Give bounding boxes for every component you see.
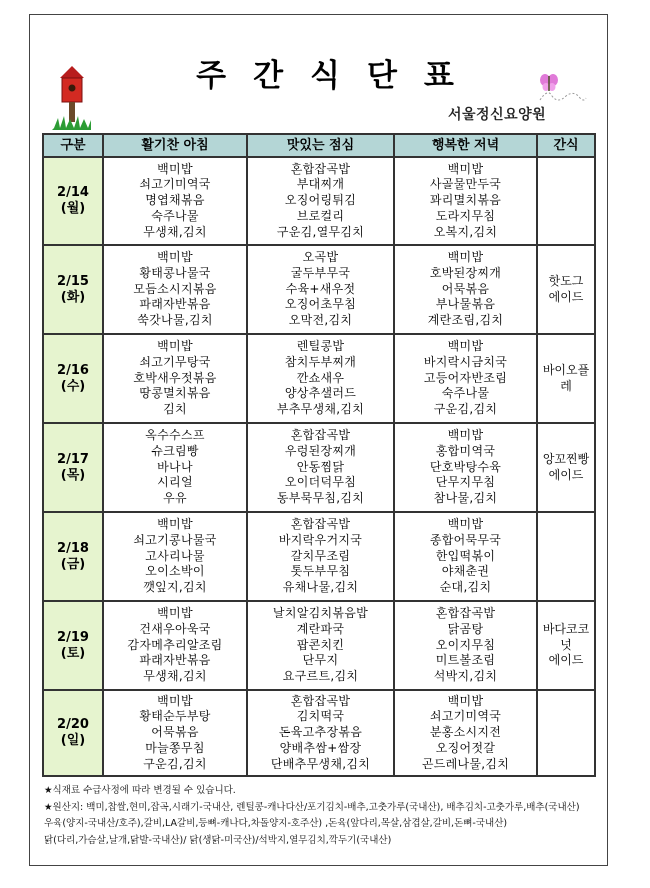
day-cell	[43, 690, 103, 776]
snack-cell	[537, 157, 595, 245]
menu-item: 숙주나물	[151, 208, 199, 223]
menu-item: 유채나물,김치	[282, 580, 359, 595]
dinner-cell	[394, 601, 537, 690]
lunch-cell	[247, 512, 394, 601]
menu-item: 파래자반볶음	[139, 653, 211, 668]
day-weekday: (월)	[60, 201, 86, 216]
table-row	[43, 423, 595, 512]
menu-item: 백미밥	[447, 428, 484, 442]
menu-item: 종합어묵무국	[429, 532, 502, 547]
menu-item: 백미밥	[157, 693, 193, 708]
table-row	[43, 157, 595, 245]
menu-item: 백미밥	[447, 339, 484, 353]
table-row	[43, 512, 595, 601]
menu-item: 시리얼	[157, 475, 193, 490]
day-weekday: (금)	[60, 556, 86, 572]
dinner-cell	[394, 690, 537, 776]
menu-item: 우렁된장찌개	[284, 443, 357, 458]
menu-item: 쑥갓나물,김치	[137, 313, 213, 328]
menu-item: 백미밥	[447, 517, 484, 531]
menu-item: 오곡밥	[302, 250, 339, 264]
menu-item: 단호박탕수육	[429, 459, 502, 474]
lunch-cell	[247, 157, 394, 245]
menu-item: 김치	[163, 402, 187, 417]
menu-item: 백미밥	[157, 339, 193, 353]
menu-item: 갈치무조림	[290, 548, 351, 563]
dinner-cell	[394, 423, 537, 512]
menu-item: 계란조림,김치	[427, 313, 504, 328]
menu-item: 혼합잡곡밥	[290, 161, 351, 176]
day-date: 2/16	[57, 362, 89, 378]
menu-item: 사골물만두국	[429, 177, 502, 192]
day-date: 2/20	[57, 717, 89, 733]
menu-item: 부대찌개	[296, 177, 345, 192]
snack-cell	[537, 512, 595, 601]
menu-item: 한입떡볶이	[435, 548, 496, 563]
day-cell	[43, 157, 103, 245]
menu-item: 홍합미역국	[435, 443, 496, 458]
menu-item: 꽈리멸치볶음	[429, 193, 502, 208]
day-cell	[43, 245, 103, 334]
menu-item: 어묵볶음	[151, 725, 199, 740]
table-row	[43, 690, 595, 776]
menu-item: 참치두부찌개	[284, 354, 357, 369]
note-line: ★식재료 수급사정에 따라 변경될 수 있습니다.	[44, 785, 236, 796]
menu-item: 순대,김치	[439, 580, 492, 595]
lunch-cell	[247, 690, 394, 776]
day-cell	[43, 601, 103, 690]
menu-item: 돈육고추장볶음	[278, 725, 363, 740]
column-header-dinner: 행복한 저녁	[394, 134, 537, 157]
menu-item: 굴두부무국	[290, 265, 351, 280]
menu-item: 부나물볶음	[435, 297, 496, 312]
table-row	[43, 601, 595, 690]
menu-item: 모듬소시지볶음	[133, 281, 217, 296]
day-date: 2/18	[57, 540, 89, 556]
lunch-cell	[247, 601, 394, 690]
menu-item: 백미밥	[157, 606, 193, 620]
menu-item: 어묵볶음	[441, 281, 490, 296]
menu-item: 고등어자반조림	[423, 370, 508, 385]
menu-item: 마늘쫑무침	[145, 740, 205, 755]
menu-item: 무생채,김치	[143, 224, 207, 239]
day-cell	[43, 423, 103, 512]
menu-item: 혼합잡곡밥	[290, 517, 351, 531]
breakfast-cell	[103, 512, 247, 601]
menu-item: 팝콘치킨	[296, 637, 345, 652]
dinner-cell	[394, 334, 537, 423]
menu-item: 백미밥	[157, 250, 193, 264]
note-line: ★원산지: 백미,찹쌀,현미,잡곡,시래기-국내산, 렌틸콩-캐나다산/포기김치-배추,고춧가루(국내산), 배추김치-고춧가루,배추(국내산)	[44, 801, 580, 813]
menu-item: 우유	[163, 491, 187, 506]
snack-cell	[537, 690, 595, 776]
menu-item: 날치알김치볶음밥	[272, 606, 369, 620]
menu-item: 명엽채볶음	[145, 193, 205, 208]
snack-cell: 바다코코넛 에이드	[537, 601, 595, 690]
menu-item: 백미밥	[157, 517, 193, 531]
dinner-cell	[394, 512, 537, 601]
weekly-menu-table	[42, 133, 596, 777]
menu-item: 황태순두부탕	[139, 709, 211, 724]
snack-cell: 핫도그 에이드	[537, 245, 595, 334]
day-weekday: (토)	[60, 645, 86, 661]
menu-item: 톳두부무침	[290, 564, 351, 579]
notes-section	[44, 783, 604, 849]
menu-item: 쇠고기미역국	[429, 709, 502, 724]
menu-item: 땅콩멸치볶음	[139, 386, 211, 401]
menu-item: 오막전,김치	[288, 313, 353, 328]
menu-item: 곤드레나물,김치	[421, 756, 510, 771]
breakfast-cell	[103, 245, 247, 334]
menu-item: 양상추샐러드	[284, 386, 357, 401]
menu-item: 오징어링튀김	[284, 193, 357, 208]
menu-item: 백미밥	[447, 161, 484, 176]
menu-item: 황태콩나물국	[139, 265, 211, 280]
page-title: 주간식단표	[196, 58, 481, 94]
menu-item: 오복지,김치	[433, 224, 498, 239]
menu-item: 오이더덕무침	[284, 475, 357, 490]
day-cell	[43, 334, 103, 423]
menu-item: 오징어젓갈	[435, 740, 496, 755]
snack-cell: 바이오플레	[537, 334, 595, 423]
note-line: 우육(양지-국내산/호주),갈비,LA갈비,등뼈-캐나다,차돌양지-호주산) ,돈육(앞다리,목살,삼겹살,갈비,돈뼈-국내산)	[44, 818, 508, 829]
menu-item: 구운김,열무김치	[276, 224, 365, 239]
menu-item: 호박새우젓볶음	[133, 370, 217, 385]
column-header-lunch: 맛있는 점심	[247, 134, 394, 157]
day-cell	[43, 512, 103, 601]
lunch-cell	[247, 423, 394, 512]
day-weekday: (수)	[60, 378, 86, 394]
day-date: 2/14	[57, 185, 89, 201]
lunch-cell	[247, 334, 394, 423]
menu-item: 백미밥	[447, 693, 484, 708]
menu-item: 브로컬리	[296, 208, 345, 223]
menu-item: 단무지무침	[435, 475, 496, 490]
menu-item: 고사리나물	[145, 548, 205, 563]
menu-item: 백미밥	[447, 250, 484, 264]
menu-item: 쇠고기미역국	[139, 177, 211, 192]
menu-item: 파래자반볶음	[139, 297, 211, 312]
menu-item: 김치떡국	[296, 709, 345, 724]
column-header-snack: 간식	[537, 134, 595, 157]
menu-item: 쇠고기콩나물국	[133, 532, 217, 547]
menu-item: 야채춘권	[441, 564, 490, 579]
menu-item: 바지락우거지국	[278, 532, 363, 547]
menu-item: 쇠고기무탕국	[139, 354, 211, 369]
menu-item: 양배추쌈+쌈장	[279, 740, 362, 755]
menu-item: 계란파국	[296, 621, 345, 636]
snack-cell: 앙꼬찐빵 에이드	[537, 423, 595, 512]
menu-item: 닭곰탕	[447, 621, 484, 636]
menu-item: 오이지무침	[435, 637, 496, 652]
menu-item: 도라지무침	[435, 208, 496, 223]
menu-item: 바나나	[157, 459, 193, 474]
breakfast-cell	[103, 601, 247, 690]
menu-item: 깻잎지,김치	[143, 580, 207, 595]
menu-item: 호박된장찌개	[429, 265, 502, 280]
menu-item: 옥수수스프	[145, 428, 205, 442]
menu-item: 구운김,김치	[433, 402, 498, 417]
column-header-breakfast: 활기찬 아침	[103, 134, 247, 157]
day-date: 2/19	[57, 629, 89, 645]
menu-item: 렌틸콩밥	[296, 339, 345, 353]
menu-item: 안동찜닭	[296, 459, 345, 474]
menu-item: 건새우아욱국	[139, 621, 211, 636]
breakfast-cell	[103, 690, 247, 776]
menu-item: 오징어초무침	[284, 297, 357, 312]
menu-item: 구운김,김치	[143, 756, 207, 771]
menu-item: 동부묵무침,김치	[276, 491, 365, 506]
lunch-cell	[247, 245, 394, 334]
menu-item: 숙주나물	[441, 386, 490, 401]
dinner-cell	[394, 157, 537, 245]
menu-item: 석박지,김치	[433, 669, 498, 684]
day-weekday: (일)	[60, 733, 86, 748]
day-weekday: (목)	[60, 467, 86, 483]
menu-item: 깐쇼새우	[296, 370, 345, 385]
menu-item: 요구르트,김치	[282, 669, 359, 684]
menu-item: 혼합잡곡밥	[435, 606, 496, 620]
menu-item: 미트볼조림	[435, 653, 496, 668]
menu-item: 오이소박이	[145, 564, 205, 579]
organization-name: 서울정신요양원	[448, 107, 547, 123]
column-header-category: 구분	[43, 134, 103, 157]
menu-item: 참나물,김치	[433, 491, 498, 506]
menu-item: 단배추무생채,김치	[270, 756, 371, 771]
menu-item: 혼합잡곡밥	[290, 428, 351, 442]
menu-item: 무생채,김치	[143, 669, 207, 684]
menu-item: 백미밥	[157, 161, 193, 176]
table-row	[43, 245, 595, 334]
menu-item: 단무지	[302, 653, 339, 668]
day-date: 2/17	[57, 451, 89, 467]
menu-item: 분홍소시지전	[429, 725, 502, 740]
menu-item: 혼합잡곡밥	[290, 693, 351, 708]
breakfast-cell	[103, 334, 247, 423]
menu-item: 부추무생채,김치	[276, 402, 365, 417]
breakfast-cell	[103, 157, 247, 245]
menu-item: 바지락시금치국	[423, 354, 508, 369]
day-date: 2/15	[57, 273, 89, 289]
table-row	[43, 334, 595, 423]
dinner-cell	[394, 245, 537, 334]
breakfast-cell	[103, 423, 247, 512]
menu-item: 슈크림빵	[151, 443, 199, 458]
table-header-row	[43, 134, 595, 157]
note-line: 닭(다리,가슴살,날개,닭발-국내산)/ 닭(생닭-미국산)/석박지,열무김치,깍두기(국내산)	[44, 834, 392, 846]
menu-item: 감자메추리알조림	[127, 637, 223, 652]
day-weekday: (화)	[60, 289, 86, 305]
menu-item: 수육+새우젓	[285, 281, 356, 296]
